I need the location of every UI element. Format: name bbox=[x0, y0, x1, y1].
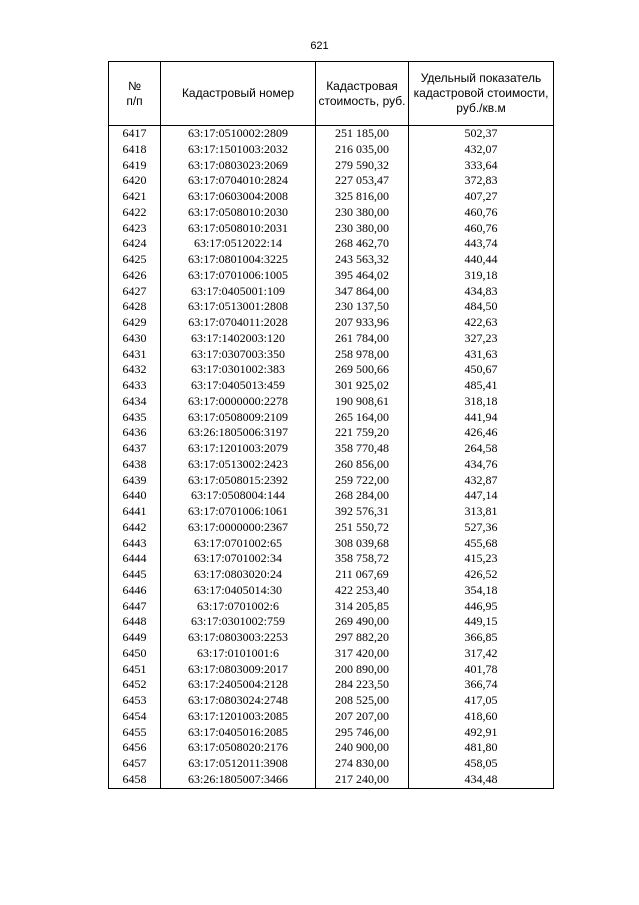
table-row bbox=[109, 221, 554, 237]
header-row-number: № п/п bbox=[109, 62, 161, 126]
row-number-cell: 6424 bbox=[109, 236, 161, 252]
table-row bbox=[109, 410, 554, 426]
cadastral-number-cell: 63:17:0000000:2278 bbox=[161, 394, 316, 410]
cadastral-value-cell: 269 500,66 bbox=[316, 362, 409, 378]
table-header bbox=[109, 62, 554, 126]
row-number-cell: 6454 bbox=[109, 709, 161, 725]
row-number-cell: 6432 bbox=[109, 362, 161, 378]
cadastral-value-cell: 230 380,00 bbox=[316, 221, 409, 237]
row-number-cell: 6435 bbox=[109, 410, 161, 426]
specific-indicator-cell: 431,63 bbox=[409, 347, 554, 363]
cadastral-number-cell: 63:17:0701002:65 bbox=[161, 536, 316, 552]
cadastral-value-cell: 268 284,00 bbox=[316, 488, 409, 504]
cadastral-number-cell: 63:17:0301002:759 bbox=[161, 614, 316, 630]
table-row bbox=[109, 142, 554, 158]
specific-indicator-cell: 446,95 bbox=[409, 599, 554, 615]
table-row bbox=[109, 520, 554, 536]
table-row bbox=[109, 378, 554, 394]
specific-indicator-cell: 401,78 bbox=[409, 662, 554, 678]
cadastral-value-cell: 274 830,00 bbox=[316, 756, 409, 772]
cadastral-value-cell: 295 746,00 bbox=[316, 725, 409, 741]
row-number-cell: 6458 bbox=[109, 772, 161, 788]
cadastral-number-cell: 63:17:0701002:6 bbox=[161, 599, 316, 615]
specific-indicator-cell: 264,58 bbox=[409, 441, 554, 457]
cadastral-value-cell: 207 207,00 bbox=[316, 709, 409, 725]
cadastral-value-cell: 211 067,69 bbox=[316, 567, 409, 583]
cadastral-value-cell: 251 550,72 bbox=[316, 520, 409, 536]
cadastral-number-cell: 63:17:0508010:2030 bbox=[161, 205, 316, 221]
row-number-cell: 6428 bbox=[109, 299, 161, 315]
cadastral-value-cell: 358 770,48 bbox=[316, 441, 409, 457]
table-row bbox=[109, 331, 554, 347]
table-row bbox=[109, 441, 554, 457]
row-number-cell: 6440 bbox=[109, 488, 161, 504]
specific-indicator-cell: 415,23 bbox=[409, 551, 554, 567]
cadastral-value-cell: 314 205,85 bbox=[316, 599, 409, 615]
row-number-cell: 6420 bbox=[109, 173, 161, 189]
specific-indicator-cell: 434,83 bbox=[409, 284, 554, 300]
header-specific-indicator: Удельный показатель кадастровой стоимости, руб./кв.м bbox=[409, 62, 554, 126]
cadastral-value-cell: 422 253,40 bbox=[316, 583, 409, 599]
specific-indicator-cell: 354,18 bbox=[409, 583, 554, 599]
cadastral-value-cell: 230 380,00 bbox=[316, 205, 409, 221]
cadastral-value-cell: 243 563,32 bbox=[316, 252, 409, 268]
row-number-cell: 6442 bbox=[109, 520, 161, 536]
specific-indicator-cell: 422,63 bbox=[409, 315, 554, 331]
row-number-cell: 6430 bbox=[109, 331, 161, 347]
row-number-cell: 6444 bbox=[109, 551, 161, 567]
cadastral-value-cell: 284 223,50 bbox=[316, 677, 409, 693]
table-row bbox=[109, 677, 554, 693]
specific-indicator-cell: 440,44 bbox=[409, 252, 554, 268]
cadastral-number-cell: 63:17:0508009:2109 bbox=[161, 410, 316, 426]
row-number-cell: 6436 bbox=[109, 425, 161, 441]
specific-indicator-cell: 432,07 bbox=[409, 142, 554, 158]
row-number-cell: 6450 bbox=[109, 646, 161, 662]
table-row bbox=[109, 299, 554, 315]
table-row bbox=[109, 551, 554, 567]
specific-indicator-cell: 366,74 bbox=[409, 677, 554, 693]
row-number-cell: 6443 bbox=[109, 536, 161, 552]
cadastral-number-cell: 63:17:1201003:2079 bbox=[161, 441, 316, 457]
cadastral-number-cell: 63:17:0603004:2008 bbox=[161, 189, 316, 205]
table-row bbox=[109, 284, 554, 300]
row-number-cell: 6418 bbox=[109, 142, 161, 158]
cadastral-number-cell: 63:17:0405016:2085 bbox=[161, 725, 316, 741]
cadastral-value-cell: 217 240,00 bbox=[316, 772, 409, 788]
row-number-cell: 6431 bbox=[109, 347, 161, 363]
row-number-cell: 6419 bbox=[109, 158, 161, 174]
cadastral-number-cell: 63:17:0512022:14 bbox=[161, 236, 316, 252]
cadastral-number-cell: 63:17:0803003:2253 bbox=[161, 630, 316, 646]
cadastral-value-table bbox=[108, 61, 554, 789]
row-number-cell: 6446 bbox=[109, 583, 161, 599]
row-number-cell: 6429 bbox=[109, 315, 161, 331]
cadastral-number-cell: 63:17:0508015:2392 bbox=[161, 473, 316, 489]
table-row bbox=[109, 362, 554, 378]
cadastral-number-cell: 63:26:1805006:3197 bbox=[161, 425, 316, 441]
row-number-cell: 6417 bbox=[109, 126, 161, 142]
cadastral-value-cell: 317 420,00 bbox=[316, 646, 409, 662]
row-number-cell: 6439 bbox=[109, 473, 161, 489]
cadastral-number-cell: 63:17:0701006:1061 bbox=[161, 504, 316, 520]
specific-indicator-cell: 460,76 bbox=[409, 221, 554, 237]
page-number: 621 bbox=[310, 40, 329, 52]
cadastral-value-cell: 325 816,00 bbox=[316, 189, 409, 205]
table-row bbox=[109, 425, 554, 441]
row-number-cell: 6433 bbox=[109, 378, 161, 394]
table-row bbox=[109, 614, 554, 630]
table-row bbox=[109, 488, 554, 504]
cadastral-number-cell: 63:17:0803023:2069 bbox=[161, 158, 316, 174]
cadastral-number-cell: 63:17:0508020:2176 bbox=[161, 740, 316, 756]
specific-indicator-cell: 527,36 bbox=[409, 520, 554, 536]
table-row bbox=[109, 457, 554, 473]
specific-indicator-cell: 432,87 bbox=[409, 473, 554, 489]
table-body bbox=[109, 126, 554, 789]
cadastral-value-cell: 227 053,47 bbox=[316, 173, 409, 189]
cadastral-value-cell: 261 784,00 bbox=[316, 331, 409, 347]
row-number-cell: 6434 bbox=[109, 394, 161, 410]
specific-indicator-cell: 441,94 bbox=[409, 410, 554, 426]
specific-indicator-cell: 450,67 bbox=[409, 362, 554, 378]
specific-indicator-cell: 434,76 bbox=[409, 457, 554, 473]
header-cadastral-value: Кадастровая стоимость, руб. bbox=[316, 62, 409, 126]
cadastral-table-container bbox=[108, 61, 553, 789]
cadastral-number-cell: 63:17:1501003:2032 bbox=[161, 142, 316, 158]
specific-indicator-cell: 492,91 bbox=[409, 725, 554, 741]
cadastral-number-cell: 63:17:0701006:1005 bbox=[161, 268, 316, 284]
row-number-cell: 6421 bbox=[109, 189, 161, 205]
specific-indicator-cell: 418,60 bbox=[409, 709, 554, 725]
cadastral-number-cell: 63:26:1805007:3466 bbox=[161, 772, 316, 788]
row-number-cell: 6438 bbox=[109, 457, 161, 473]
row-number-cell: 6457 bbox=[109, 756, 161, 772]
cadastral-number-cell: 63:17:0701002:34 bbox=[161, 551, 316, 567]
table-row bbox=[109, 315, 554, 331]
row-number-cell: 6427 bbox=[109, 284, 161, 300]
table-row bbox=[109, 630, 554, 646]
specific-indicator-cell: 443,74 bbox=[409, 236, 554, 252]
table-row bbox=[109, 126, 554, 142]
specific-indicator-cell: 485,41 bbox=[409, 378, 554, 394]
table-row bbox=[109, 268, 554, 284]
specific-indicator-cell: 333,64 bbox=[409, 158, 554, 174]
cadastral-value-cell: 260 856,00 bbox=[316, 457, 409, 473]
cadastral-number-cell: 63:17:0301002:383 bbox=[161, 362, 316, 378]
row-number-cell: 6423 bbox=[109, 221, 161, 237]
cadastral-value-cell: 358 758,72 bbox=[316, 551, 409, 567]
specific-indicator-cell: 458,05 bbox=[409, 756, 554, 772]
table-row bbox=[109, 536, 554, 552]
cadastral-value-cell: 301 925,02 bbox=[316, 378, 409, 394]
specific-indicator-cell: 417,05 bbox=[409, 693, 554, 709]
cadastral-number-cell: 63:17:0405014:30 bbox=[161, 583, 316, 599]
row-number-cell: 6445 bbox=[109, 567, 161, 583]
cadastral-number-cell: 63:17:0704010:2824 bbox=[161, 173, 316, 189]
row-number-cell: 6422 bbox=[109, 205, 161, 221]
specific-indicator-cell: 313,81 bbox=[409, 504, 554, 520]
cadastral-number-cell: 63:17:2405004:2128 bbox=[161, 677, 316, 693]
cadastral-number-cell: 63:17:0513001:2808 bbox=[161, 299, 316, 315]
cadastral-number-cell: 63:17:0513002:2423 bbox=[161, 457, 316, 473]
table-row bbox=[109, 347, 554, 363]
row-number-cell: 6449 bbox=[109, 630, 161, 646]
row-number-cell: 6441 bbox=[109, 504, 161, 520]
cadastral-value-cell: 208 525,00 bbox=[316, 693, 409, 709]
specific-indicator-cell: 319,18 bbox=[409, 268, 554, 284]
specific-indicator-cell: 407,27 bbox=[409, 189, 554, 205]
table-row bbox=[109, 756, 554, 772]
specific-indicator-cell: 366,85 bbox=[409, 630, 554, 646]
cadastral-number-cell: 63:17:0000000:2367 bbox=[161, 520, 316, 536]
row-number-cell: 6447 bbox=[109, 599, 161, 615]
cadastral-number-cell: 63:17:0405013:459 bbox=[161, 378, 316, 394]
cadastral-value-cell: 230 137,50 bbox=[316, 299, 409, 315]
cadastral-number-cell: 63:17:0508010:2031 bbox=[161, 221, 316, 237]
table-row bbox=[109, 662, 554, 678]
specific-indicator-cell: 481,80 bbox=[409, 740, 554, 756]
cadastral-value-cell: 251 185,00 bbox=[316, 126, 409, 142]
cadastral-value-cell: 258 978,00 bbox=[316, 347, 409, 363]
cadastral-number-cell: 63:17:0704011:2028 bbox=[161, 315, 316, 331]
cadastral-value-cell: 207 933,96 bbox=[316, 315, 409, 331]
cadastral-number-cell: 63:17:0101001:6 bbox=[161, 646, 316, 662]
specific-indicator-cell: 449,15 bbox=[409, 614, 554, 630]
specific-indicator-cell: 484,50 bbox=[409, 299, 554, 315]
table-row bbox=[109, 567, 554, 583]
cadastral-number-cell: 63:17:1402003:120 bbox=[161, 331, 316, 347]
header-cadastral-number: Кадастровый номер bbox=[161, 62, 316, 126]
cadastral-value-cell: 221 759,20 bbox=[316, 425, 409, 441]
cadastral-value-cell: 395 464,02 bbox=[316, 268, 409, 284]
table-row bbox=[109, 158, 554, 174]
cadastral-value-cell: 200 890,00 bbox=[316, 662, 409, 678]
cadastral-number-cell: 63:17:0803024:2748 bbox=[161, 693, 316, 709]
cadastral-value-cell: 216 035,00 bbox=[316, 142, 409, 158]
row-number-cell: 6448 bbox=[109, 614, 161, 630]
specific-indicator-cell: 317,42 bbox=[409, 646, 554, 662]
table-row bbox=[109, 583, 554, 599]
table-row bbox=[109, 236, 554, 252]
row-number-cell: 6425 bbox=[109, 252, 161, 268]
row-number-cell: 6456 bbox=[109, 740, 161, 756]
specific-indicator-cell: 460,76 bbox=[409, 205, 554, 221]
cadastral-number-cell: 63:17:0803009:2017 bbox=[161, 662, 316, 678]
specific-indicator-cell: 426,52 bbox=[409, 567, 554, 583]
cadastral-number-cell: 63:17:1201003:2085 bbox=[161, 709, 316, 725]
cadastral-number-cell: 63:17:0801004:3225 bbox=[161, 252, 316, 268]
specific-indicator-cell: 434,48 bbox=[409, 772, 554, 788]
row-number-cell: 6451 bbox=[109, 662, 161, 678]
table-row bbox=[109, 709, 554, 725]
row-number-cell: 6453 bbox=[109, 693, 161, 709]
cadastral-value-cell: 297 882,20 bbox=[316, 630, 409, 646]
cadastral-number-cell: 63:17:0508004:144 bbox=[161, 488, 316, 504]
cadastral-number-cell: 63:17:0405001:109 bbox=[161, 284, 316, 300]
cadastral-value-cell: 259 722,00 bbox=[316, 473, 409, 489]
table-row bbox=[109, 740, 554, 756]
table-row bbox=[109, 599, 554, 615]
specific-indicator-cell: 327,23 bbox=[409, 331, 554, 347]
cadastral-number-cell: 63:17:0512011:3908 bbox=[161, 756, 316, 772]
cadastral-value-cell: 268 462,70 bbox=[316, 236, 409, 252]
table-row bbox=[109, 189, 554, 205]
table-row bbox=[109, 252, 554, 268]
cadastral-value-cell: 392 576,31 bbox=[316, 504, 409, 520]
cadastral-value-cell: 190 908,61 bbox=[316, 394, 409, 410]
cadastral-number-cell: 63:17:0803020:24 bbox=[161, 567, 316, 583]
table-row bbox=[109, 772, 554, 788]
row-number-cell: 6452 bbox=[109, 677, 161, 693]
cadastral-value-cell: 265 164,00 bbox=[316, 410, 409, 426]
table-row bbox=[109, 394, 554, 410]
table-row bbox=[109, 173, 554, 189]
specific-indicator-cell: 502,37 bbox=[409, 126, 554, 142]
specific-indicator-cell: 447,14 bbox=[409, 488, 554, 504]
cadastral-number-cell: 63:17:0510002:2809 bbox=[161, 126, 316, 142]
row-number-cell: 6437 bbox=[109, 441, 161, 457]
cadastral-value-cell: 269 490,00 bbox=[316, 614, 409, 630]
table-row bbox=[109, 205, 554, 221]
specific-indicator-cell: 426,46 bbox=[409, 425, 554, 441]
specific-indicator-cell: 318,18 bbox=[409, 394, 554, 410]
cadastral-number-cell: 63:17:0307003:350 bbox=[161, 347, 316, 363]
specific-indicator-cell: 372,83 bbox=[409, 173, 554, 189]
table-row bbox=[109, 504, 554, 520]
row-number-cell: 6455 bbox=[109, 725, 161, 741]
table-row bbox=[109, 693, 554, 709]
cadastral-value-cell: 347 864,00 bbox=[316, 284, 409, 300]
cadastral-value-cell: 279 590,32 bbox=[316, 158, 409, 174]
row-number-cell: 6426 bbox=[109, 268, 161, 284]
cadastral-value-cell: 308 039,68 bbox=[316, 536, 409, 552]
table-row bbox=[109, 646, 554, 662]
header-row bbox=[109, 62, 554, 126]
table-row bbox=[109, 473, 554, 489]
cadastral-value-cell: 240 900,00 bbox=[316, 740, 409, 756]
specific-indicator-cell: 455,68 bbox=[409, 536, 554, 552]
table-row bbox=[109, 725, 554, 741]
